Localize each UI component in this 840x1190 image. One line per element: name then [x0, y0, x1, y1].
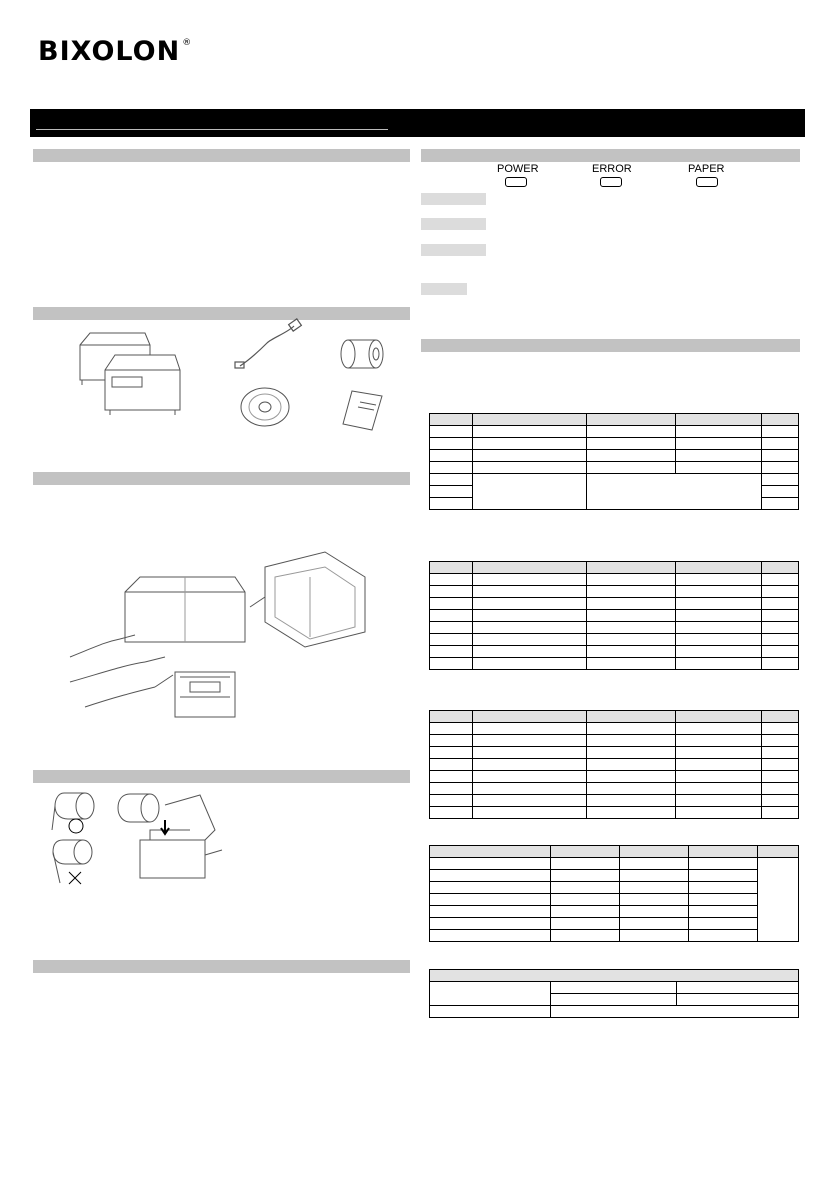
- section-bar-leds: [421, 149, 800, 162]
- led-error-icon: [600, 177, 622, 187]
- user-manual-icon: [340, 388, 385, 433]
- brand-name: BIXOLON: [38, 36, 181, 67]
- led-paper-label: PAPER: [688, 163, 725, 175]
- section-bar-dip: [421, 339, 800, 352]
- section-bar-1: [33, 149, 410, 162]
- software-cd-icon: [238, 385, 293, 430]
- paper-roll-wrong-icon: [45, 838, 100, 888]
- title-banner: [30, 109, 805, 137]
- paper-load-illustration: [110, 790, 225, 885]
- dip-table-1: [429, 413, 799, 510]
- led-row-chip-4: [421, 283, 467, 295]
- dip-table-4: [429, 845, 799, 942]
- paper-roll-icon: [338, 335, 386, 373]
- led-power-label: POWER: [497, 163, 539, 175]
- cable-connection-illustration: [65, 547, 395, 722]
- led-paper-icon: [696, 177, 718, 187]
- dip-table-2: [429, 561, 799, 670]
- dip-table-3: [429, 710, 799, 819]
- power-cable-icon: [232, 318, 307, 373]
- registered-mark: ®: [182, 38, 193, 48]
- paper-roll-correct-icon: [50, 790, 100, 835]
- spec-table: [429, 969, 799, 1018]
- section-bar-4: [33, 770, 410, 783]
- printer-pair-illustration: [70, 325, 190, 420]
- led-row-chip-2: [421, 218, 486, 230]
- led-row-chip-1: [421, 193, 486, 205]
- led-error-label: ERROR: [592, 163, 632, 175]
- section-bar-2: [33, 307, 410, 320]
- section-bar-5: [33, 960, 410, 973]
- led-power-icon: [505, 177, 527, 187]
- banner-rule: [36, 129, 388, 130]
- led-row-chip-3: [421, 244, 486, 256]
- section-bar-3: [33, 472, 410, 485]
- bixolon-logo: [38, 36, 192, 67]
